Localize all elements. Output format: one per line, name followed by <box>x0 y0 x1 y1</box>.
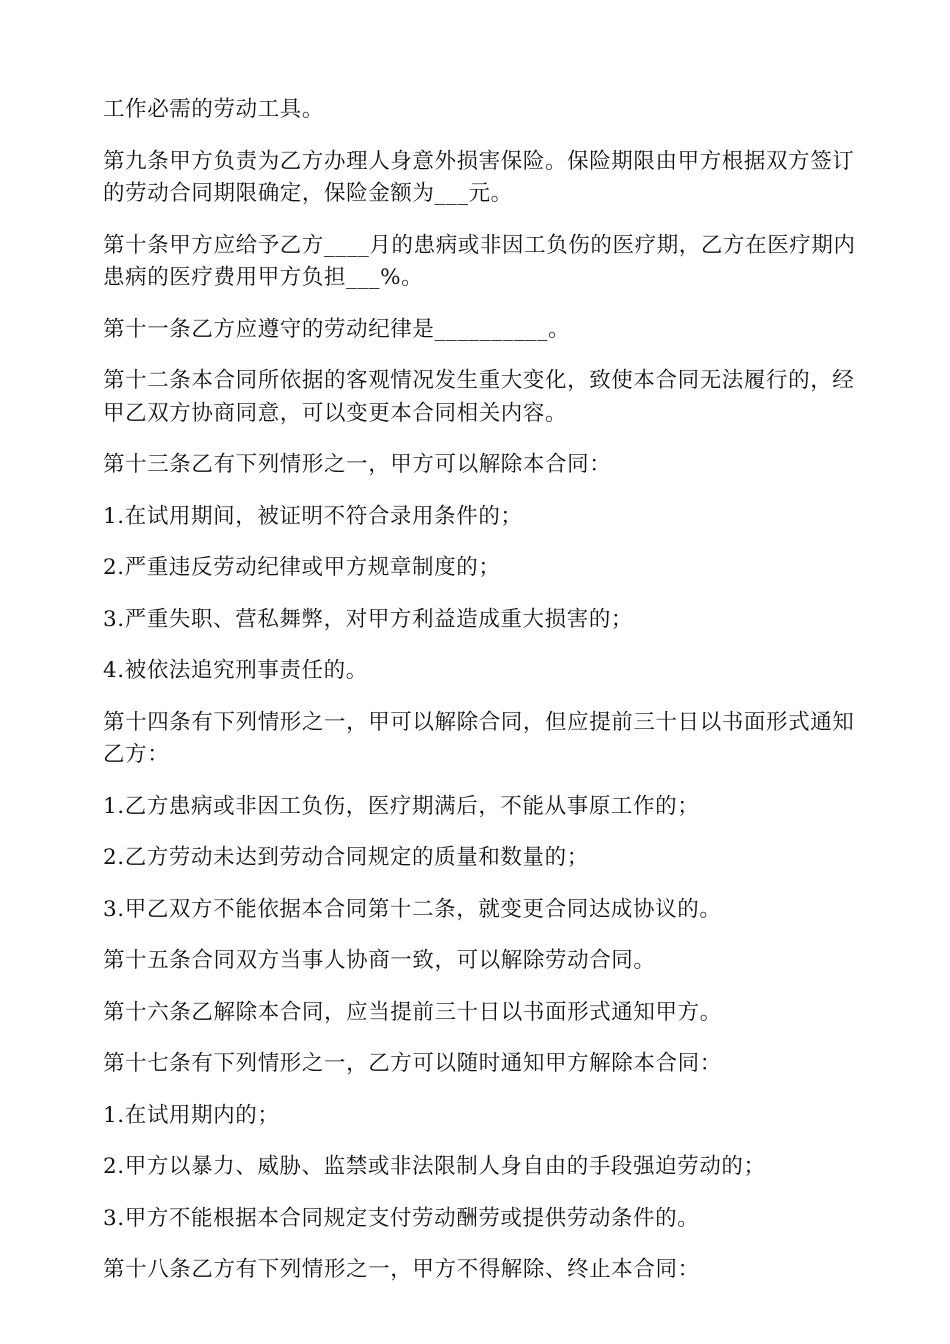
paragraph: 第十一条乙方应遵守的劳动纪律是__________。 <box>103 316 571 342</box>
list-item: 3.严重失职、营私舞弊，对甲方利益造成重大损害的； <box>103 606 634 632</box>
list-item: 2.甲方以暴力、威胁、监禁或非法限制人身自由的手段强迫劳动的； <box>103 1154 766 1179</box>
paragraph: 第九条甲方负责为乙方办理人身意外损害保险。保险期限由甲方根据双方签订的劳动合同期限确定，保险金额为___元。 <box>103 148 855 206</box>
list-item: 4.被依法追究刑事责任的。 <box>103 658 368 683</box>
paragraph: 第十七条有下列情形之一，乙方可以随时通知甲方解除本合同： <box>103 1051 722 1076</box>
list-item: 2.严重违反劳动纪律或甲方规章制度的； <box>103 555 501 580</box>
paragraph: 第十二条本合同所依据的客观情况发生重大变化，致使本合同无法履行的，经甲乙双方协商同意，可以变更本合同相关内容。 <box>103 368 855 426</box>
list-item: 1.在试用期间，被证明不符合录用条件的； <box>103 503 523 529</box>
list-item: 1.乙方患病或非因工负伤，医疗期满后，不能从事原工作的； <box>103 793 700 819</box>
list-item: 2.乙方劳动未达到劳动合同规定的质量和数量的； <box>103 845 589 870</box>
list-item: 3.甲方不能根据本合同规定支付劳动酬劳或提供劳动条件的。 <box>103 1205 700 1231</box>
list-item: 3.甲乙双方不能依据本合同第十二条，就变更合同达成协议的。 <box>103 896 722 922</box>
paragraph: 第十五条合同双方当事人协商一致，可以解除劳动合同。 <box>103 948 656 973</box>
paragraph: 第十四条有下列情形之一，甲可以解除合同，但应提前三十日以书面形式通知乙方： <box>103 709 855 767</box>
paragraph: 第十六条乙解除本合同，应当提前三十日以书面形式通知甲方。 <box>103 999 722 1025</box>
paragraph: 第十三条乙有下列情形之一，甲方可以解除本合同： <box>103 452 612 477</box>
paragraph: 工作必需的劳动工具。 <box>103 97 325 122</box>
document-body <box>103 94 863 1306</box>
paragraph: 第十条甲方应给予乙方____月的患病或非因工负伤的医疗期，乙方在医疗期内患病的医疗费用甲方负担___%。 <box>103 232 856 290</box>
paragraph: 第十八条乙方有下列情形之一，甲方不得解除、终止本合同： <box>103 1257 700 1282</box>
list-item: 1.在试用期内的； <box>103 1102 280 1128</box>
